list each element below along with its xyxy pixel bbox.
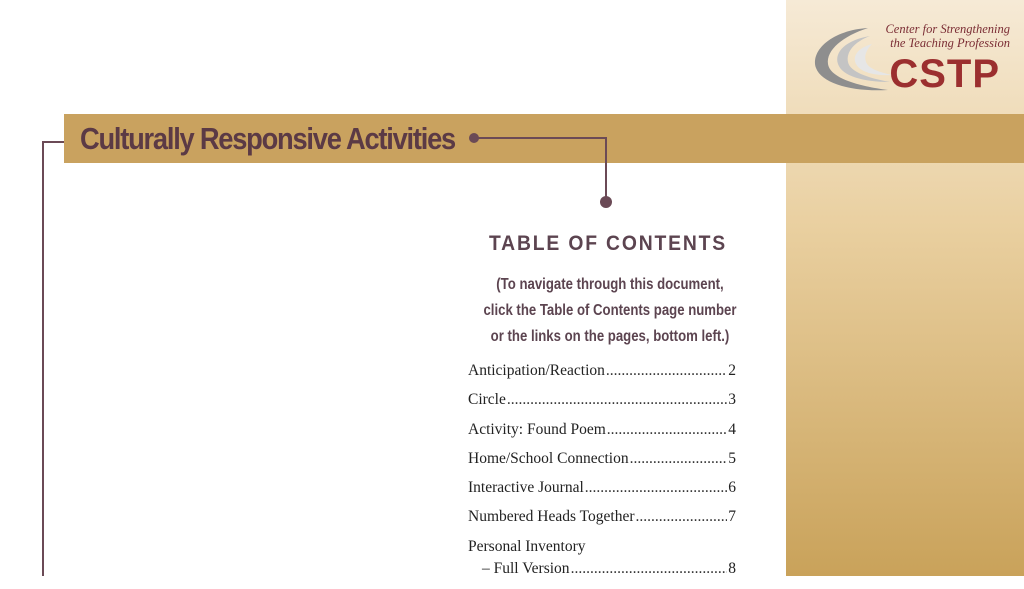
logo-tagline-line-1: Center for Strengthening [885, 22, 1010, 36]
toc-entry[interactable] [468, 479, 736, 508]
toc-entry-label[interactable]: Personal Inventory [468, 537, 586, 555]
toc-entry-label[interactable]: Numbered Heads Together [468, 508, 635, 526]
toc-page-link[interactable]: 2 [728, 362, 736, 379]
toc-entry-label[interactable]: Activity: Found Poem [468, 420, 606, 438]
toc-entry[interactable] [468, 508, 736, 537]
toc-leader-dots [636, 508, 728, 526]
toc-entry[interactable] [468, 450, 736, 479]
toc-page-link[interactable]: 6 [728, 479, 736, 497]
toc-leader-dots [606, 362, 727, 380]
toc-list [468, 362, 736, 589]
toc-leader-dots [507, 391, 727, 409]
page-title: Culturally Responsive Activities [80, 121, 455, 156]
logo-tagline-line-2: the Teaching Profession [890, 36, 1010, 50]
toc-leader-dots [585, 479, 727, 497]
toc-entry-label[interactable]: – Full Version [482, 559, 570, 577]
toc-page-link[interactable]: 5 [728, 449, 736, 467]
toc-page-link[interactable]: 7 [728, 508, 736, 526]
toc-entry[interactable] [468, 560, 736, 589]
toc-leader-dots [607, 421, 727, 439]
connector-dot-end [600, 196, 612, 208]
toc-heading: TABLE OF CONTENTS [488, 232, 728, 255]
toc-entry-label[interactable]: Interactive Journal [468, 479, 584, 497]
toc-instructions [483, 272, 738, 350]
toc-entry-label[interactable]: Anticipation/Reaction [468, 362, 605, 379]
toc-leader-dots [630, 450, 728, 468]
toc-entry-heading[interactable] [468, 538, 736, 560]
toc-leader-dots [571, 560, 728, 578]
toc-entry[interactable] [468, 391, 736, 420]
toc-page-link[interactable]: 8 [728, 559, 736, 577]
toc-entry-label[interactable]: Circle [468, 391, 506, 409]
logo-acronym: CSTP [889, 52, 1000, 96]
toc-entry-label[interactable]: Home/School Connection [468, 449, 629, 467]
connector-dot-start [469, 133, 479, 143]
toc-instructions-line: click the Table of Contents page number [483, 302, 737, 319]
toc-entry[interactable] [468, 421, 736, 450]
toc-page-link[interactable]: 3 [728, 391, 736, 409]
toc-entry[interactable] [468, 362, 736, 391]
toc-instructions-line: or the links on the pages, bottom left.) [490, 328, 730, 345]
toc-instructions-line: (To navigate through this document, [496, 276, 724, 293]
toc-page-link[interactable]: 4 [728, 420, 736, 438]
